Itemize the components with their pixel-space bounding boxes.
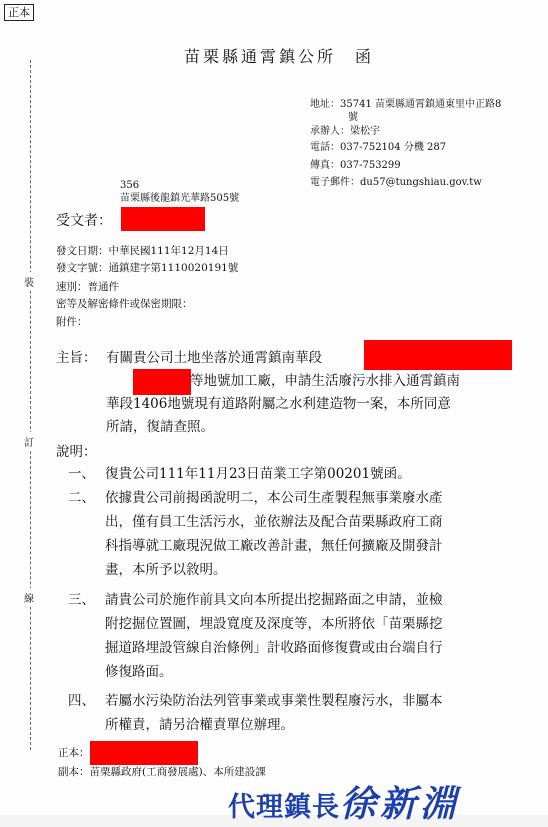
attachment: 附件：: [56, 316, 88, 328]
speed-class: 速別：普通件: [56, 281, 119, 293]
explanation-item-4-line-1: 若屬水污染防治法列管事業或事業性製程廢污水，非屬本: [105, 693, 443, 709]
subject-line-3: 華段1406地號現有道路附屬之水利建造物一案，本所同意: [106, 396, 451, 412]
recipient-label: 受文者：: [56, 213, 112, 229]
explanation-item-3-line-3: 掘道路埋設管線自治條例」計收路面修復費或由台端自行: [105, 640, 443, 656]
signature-block: [228, 776, 460, 827]
original-recipient-label: 正本：: [58, 747, 90, 759]
explanation-item-2-line-3: 科指導就工廠現況做工廠改善計畫，無任何擴廠及開發計: [105, 538, 443, 554]
explanation-marker-1: 一、: [68, 466, 95, 482]
subject-label: 主旨：: [56, 350, 97, 366]
sender-phone: 電話：037-752104 分機 287: [310, 142, 447, 153]
explanation-label: 說明：: [56, 444, 97, 460]
issue-number: 發文字號：通鎮建字第1110020191號: [56, 262, 239, 274]
signature-name: 徐新淵: [340, 784, 461, 825]
sender-address-cont: 號: [348, 112, 358, 123]
explanation-item-4-line-2: 所權責，請另洽權責單位辦理。: [105, 717, 294, 733]
explanation-item-2-line-1: 依據貴公司前揭函說明二，本公司生產製程無事業廢水產: [105, 490, 443, 506]
issue-date: 發文日期：中華民國111年12月14日: [56, 245, 229, 257]
redaction-recipient: [121, 207, 205, 231]
explanation-item-1-line-1: 復貴公司111年11月23日苗業工字第00201號函。: [105, 466, 411, 482]
sender-address: 地址：35741 苗栗縣通霄鎮通東里中正路8: [310, 99, 502, 110]
recipient-zip: 356: [120, 180, 140, 191]
subject-line-2: 等地號加工廠，申請生活廢污水排入通霄鎮南: [190, 373, 460, 389]
explanation-item-2-line-2: 出，僅有員工生活污水，並依辦法及配合苗栗縣政府工商: [105, 514, 443, 530]
binding-mark-zhuang: 裝: [24, 272, 34, 291]
binding-mark-ding: 訂: [24, 432, 34, 451]
explanation-item-3-line-2: 附挖掘位置圖，埋設寬度及深度等，本所將依「苗栗縣挖: [105, 616, 443, 632]
redaction-original-recipient: [90, 741, 198, 765]
explanation-marker-3: 三、: [68, 592, 95, 608]
redaction-subject-2: [133, 369, 191, 395]
redaction-subject-1: [364, 340, 512, 370]
subject-line-4: 所請，復請查照。: [106, 419, 214, 435]
explanation-marker-2: 二、: [68, 490, 95, 506]
binding-line: [30, 60, 31, 750]
signature-title: 代理鎮長: [228, 792, 340, 823]
explanation-item-3-line-4: 修復路面。: [105, 664, 173, 680]
recipient-address: 苗栗縣後龍鎮光華路505號: [120, 193, 240, 204]
explanation-item-3-line-1: 請貴公司於施作前具文向本所提出挖掘路面之申請，並檢: [105, 592, 443, 608]
copy-recipients: 副本：苗栗縣政府(工商發展處)、本所建設課: [58, 766, 266, 778]
sender-email: 電子郵件：du57@tungshiau.gov.tw: [310, 177, 482, 188]
sender-fax: 傳真：037-753299: [310, 160, 401, 171]
explanation-item-2-line-4: 畫，本所予以敘明。: [105, 562, 227, 578]
sender-contact: 承辦人：梁松宇: [310, 126, 380, 137]
original-copy-stamp: 正本: [4, 4, 34, 21]
binding-mark-xian: 線: [24, 588, 34, 607]
explanation-marker-4: 四、: [68, 693, 95, 709]
subject-line-1: 有關貴公司土地坐落於通霄鎮南華段: [106, 350, 322, 366]
secrecy-level: 密等及解密條件或保密期限：: [56, 298, 193, 310]
document-title: 苗栗縣通霄鎮公所 函: [184, 47, 375, 66]
